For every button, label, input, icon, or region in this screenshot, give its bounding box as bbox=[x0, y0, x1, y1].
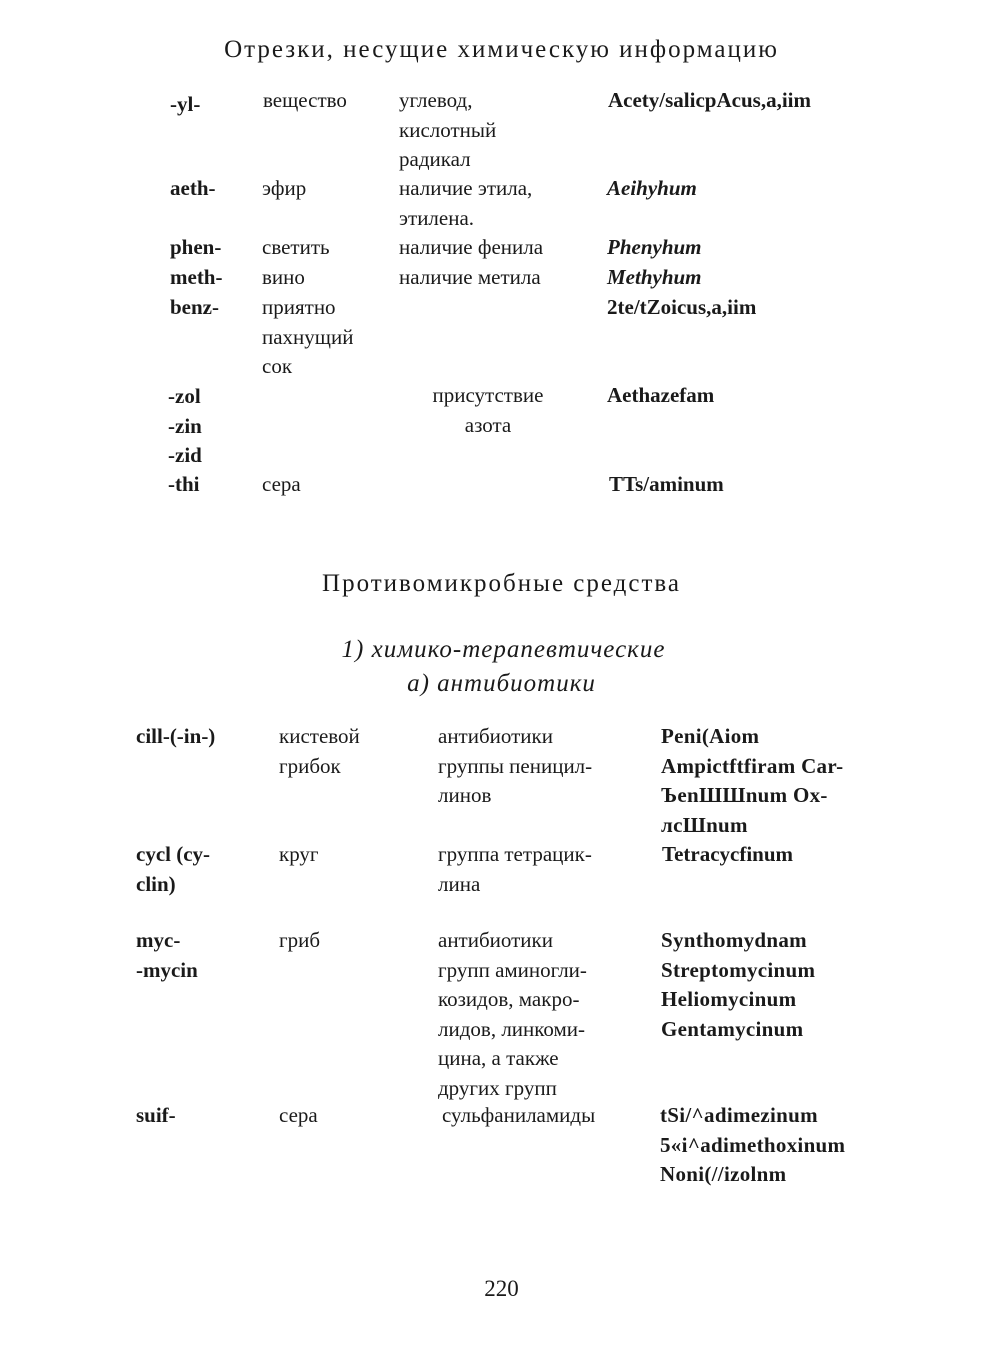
page-number: 220 bbox=[484, 1276, 519, 1301]
example-cell: Synthomydnam Streptomycinum Heliomycinum Gentamycinum bbox=[661, 928, 816, 1041]
meaning-cell: кистевой грибок bbox=[279, 724, 360, 778]
example-cell: tSi/^adimezinum 5«i^adimethoxinum Noni(//izolnm bbox=[660, 1103, 846, 1186]
example-cell: Acety/salicpAcus,a,iim bbox=[608, 88, 811, 112]
example-cell: Aethazefam bbox=[607, 383, 715, 407]
example-cell: Phenyhum bbox=[607, 235, 702, 259]
example-cell: 2te/tZoicus,a,iim bbox=[607, 295, 757, 319]
meaning-cell: круг bbox=[279, 842, 319, 866]
meaning-cell: светить bbox=[262, 235, 330, 259]
meaning-cell: сера bbox=[262, 472, 301, 496]
segment-cell: suif- bbox=[136, 1103, 176, 1127]
segment-cell: phen- bbox=[170, 235, 222, 259]
example-cell: Peni(Aiom Ampictftfiram Car- ЪenШШnum Ox- лсШnum bbox=[661, 724, 844, 837]
segment-cell: -zol -zin -zid bbox=[168, 384, 202, 467]
segment-cell: cill-(-in-) bbox=[136, 724, 216, 748]
meaning-cell: сера bbox=[279, 1103, 318, 1127]
info-cell: антибиотики групп аминогли- козидов, макро- лидов, линкоми- цина, а также других групп bbox=[438, 928, 587, 1100]
segment-cell: -thi bbox=[168, 472, 200, 496]
segment-cell: cycl (cy- clin) bbox=[136, 842, 211, 896]
info-cell: наличие фенила bbox=[399, 235, 544, 259]
info-cell: углевод, кислотный радикал bbox=[399, 88, 497, 171]
meaning-cell: эфир bbox=[262, 176, 307, 200]
example-cell: Aeihyhum bbox=[607, 176, 697, 200]
section-title-antimicrobial: Противомикробные средства bbox=[322, 570, 681, 597]
section-title-chemical-info: Отрезки, несущие химическую информацию bbox=[224, 36, 779, 63]
meaning-cell: гриб bbox=[279, 928, 321, 952]
info-cell: антибиотики группы пеницил- линов bbox=[438, 724, 593, 807]
info-cell: присутствие азота bbox=[432, 383, 544, 437]
segment-cell: myc- -mycin bbox=[136, 928, 198, 982]
meaning-cell: вино bbox=[262, 265, 305, 289]
example-cell: TTs/aminum bbox=[609, 472, 724, 496]
info-cell: наличие метила bbox=[399, 265, 541, 289]
example-cell: Tetracycfinum bbox=[662, 842, 794, 866]
example-cell: Methyhum bbox=[607, 265, 702, 289]
info-cell: наличие этила, этилена. bbox=[399, 176, 533, 230]
subtitle-antibiotics: а) антибиотики bbox=[407, 670, 596, 697]
info-cell: сульфаниламиды bbox=[442, 1103, 596, 1127]
segment-cell: benz- bbox=[170, 295, 219, 319]
meaning-cell: вещество bbox=[263, 88, 347, 112]
segment-cell: meth- bbox=[170, 265, 223, 289]
meaning-cell: приятно пахнущий сок bbox=[262, 295, 354, 378]
subtitle-chemotherapeutic: 1) химико-терапевтические bbox=[341, 636, 666, 663]
info-cell: группа тетрацик- лина bbox=[438, 842, 592, 896]
segment-cell: -yl- bbox=[170, 92, 201, 116]
segment-cell: aeth- bbox=[170, 176, 216, 200]
